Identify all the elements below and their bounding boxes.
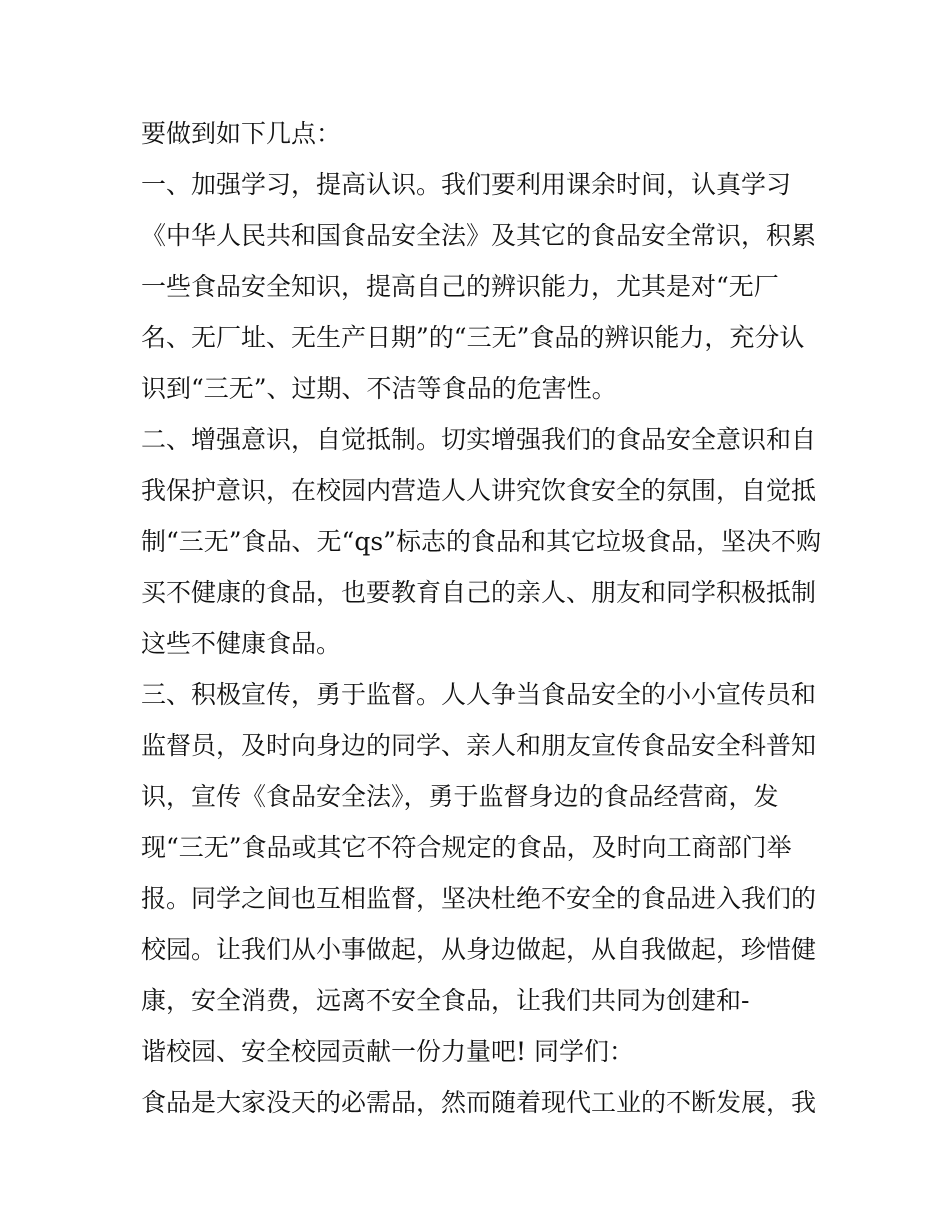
text-line: 谐校园、安全校园贡献一份力量吧! 同学们： (141, 1037, 634, 1066)
text-line: 《中华人民共和国食品安全法》及其它的食品安全常识，积累 (141, 221, 817, 250)
text-line: 食品是大家没天的必需品，然而随着现代工业的不断发展，我 (141, 1088, 817, 1117)
text-line: 制“三无”食品、无“qs”标志的食品和其它垃圾食品，坚决不购 (141, 527, 821, 556)
text-line: 一些食品安全知识，提高自己的辨识能力，尤其是对“无厂 (141, 272, 779, 301)
text-line: 一、加强学习，提高认识。我们要利用课余时间，认真学习 (141, 170, 792, 199)
text-line: 三、积极宣传，勇于监督。人人争当食品安全的小小宣传员和 (141, 680, 817, 709)
text-line: 二、增强意识，自觉抵制。切实增强我们的食品安全意识和自 (141, 425, 817, 454)
text-line: 这些不健康食品。 (141, 629, 342, 658)
text-line: 识到“三无”、过期、不洁等食品的危害性。 (141, 374, 617, 403)
text-line: 要做到如下几点： (141, 119, 342, 148)
text-line: 现“三无”食品或其它不符合规定的食品，及时向工商部门举 (141, 833, 792, 862)
text-line: 康，安全消费，远离不安全食品，让我们共同为创建和- (141, 986, 750, 1015)
text-line: 名、无厂址、无生产日期”的“三无”食品的辨识能力，充分认 (141, 323, 805, 352)
text-line: 买不健康的食品，也要教育自己的亲人、朋友和同学积极抵制 (141, 578, 817, 607)
text-line: 校园。让我们从小事做起，从身边做起，从自我做起，珍惜健 (141, 935, 817, 964)
text-line: 报。同学之间也互相监督，坚决杜绝不安全的食品进入我们的 (141, 884, 817, 913)
text-line: 监督员，及时向身边的同学、亲人和朋友宣传食品安全科普知 (141, 731, 817, 760)
text-line: 识，宣传《食品安全法》，勇于监督身边的食品经营商，发 (141, 782, 779, 811)
text-line: 我保护意识，在校园内营造人人讲究饮食安全的氛围，自觉抵 (141, 476, 817, 505)
body-text (141, 108, 841, 1128)
